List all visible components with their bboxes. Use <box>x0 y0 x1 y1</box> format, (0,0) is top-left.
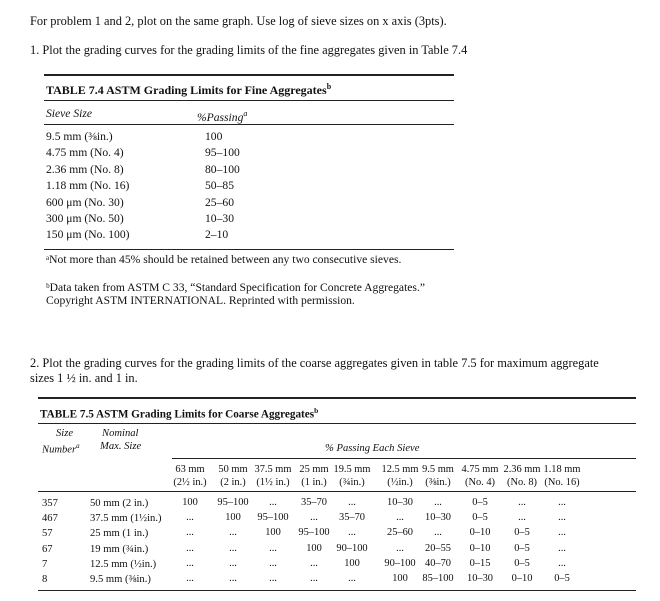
table-7-4-note-b: ᵇData taken from ASTM C 33, “Standard Specification for Concrete Aggregates.” Copyright ASTM INTERNATIONAL. Reprinted with permission. <box>46 281 425 308</box>
table-7-5-value-cell: 90–100 <box>384 557 416 569</box>
table-7-5-value-cell: 0–5 <box>554 573 570 584</box>
table-7-5-value-cell: ... <box>558 527 566 539</box>
table-7-5-number-cell: 8 <box>42 574 48 585</box>
table-7-5-value-cell: ... <box>269 497 277 508</box>
table-7-5-value-cell: ... <box>269 573 277 584</box>
table-7-5-sieve-in: (1½ in.) <box>256 477 290 488</box>
table-7-5-value-cell: 100 <box>225 512 241 524</box>
table-7-5-value-cell: 85–100 <box>422 573 454 584</box>
table-7-4-sieve-cell: 2.36 mm (No. 8) <box>46 162 124 176</box>
table-7-5-value-cell: ... <box>558 497 566 508</box>
table-7-4-passing-cell: 10–30 <box>205 212 234 225</box>
table-7-5-header-rule <box>38 491 636 492</box>
table-7-5-sieve-mm: 12.5 mm <box>381 464 419 475</box>
table-7-5-value-cell: 100 <box>306 542 322 554</box>
table-7-5-value-cell: ... <box>186 557 194 569</box>
table-7-4-sieve-cell: 150 μm (No. 100) <box>46 228 130 242</box>
table-7-5-sieve-mm: 37.5 mm <box>254 464 292 475</box>
table-7-4-note-a: ᵃNot more than 45% should be retained between any two consecutive sieves. <box>46 253 402 266</box>
table-7-5-number-cell: 67 <box>42 543 53 555</box>
table-7-4-passing-cell: 80–100 <box>205 162 240 176</box>
table-7-5-value-cell: ... <box>558 542 566 554</box>
table-7-5-number-cell: 57 <box>42 528 53 540</box>
table-7-5-size-cell: 50 mm (2 in.) <box>90 498 149 509</box>
table-7-5-size-cell: 12.5 mm (½in.) <box>90 558 157 570</box>
table-7-5-sieve-mm: 50 mm <box>218 464 248 475</box>
table-7-5-size-cell: 9.5 mm (⅜in.) <box>90 574 151 585</box>
table-7-4-header-rule <box>44 124 454 125</box>
table-7-5-top-rule <box>38 397 636 399</box>
table-7-5-value-cell: 0–5 <box>514 542 530 554</box>
table-7-4-col-passing: %Passing$^a$ <box>197 109 248 124</box>
table-7-5-sieve-mm: 4.75 mm <box>461 464 499 475</box>
table-7-5-value-cell: 0–5 <box>514 557 530 569</box>
table-7-5-value-cell: 0–5 <box>472 497 488 508</box>
table-7-5-value-cell: 20–55 <box>425 542 451 554</box>
table-7-5-group-rule <box>172 458 636 459</box>
table-7-5-title: TABLE 7.5 ASTM Grading Limits for Coarse Aggregates$^b$ <box>40 406 319 421</box>
table-7-5-sieve-in: (2 in.) <box>220 477 246 488</box>
table-7-5-size-cell: 19 mm (¾in.) <box>90 543 149 555</box>
table-7-4-passing-cell: 100 <box>205 130 223 143</box>
table-7-5-sieve-mm: 63 mm <box>175 464 205 475</box>
table-7-5-value-cell: 95–100 <box>217 497 249 508</box>
table-7-4-rule <box>44 100 454 101</box>
table-7-5-value-cell: ... <box>229 542 237 554</box>
table-7-5-value-cell: ... <box>229 527 237 539</box>
table-7-5-value-cell: ... <box>310 557 318 569</box>
table-7-4-col-sieve: Sieve Size <box>46 107 93 120</box>
table-7-5-value-cell: ... <box>434 497 442 508</box>
table-7-5-col-size: Size <box>56 428 74 439</box>
table-7-5-value-cell: ... <box>310 512 318 524</box>
table-7-5-value-cell: 100 <box>182 497 198 508</box>
table-7-5-col-nominal: Nominal <box>102 428 139 439</box>
table-7-5-value-cell: 0–15 <box>469 557 491 569</box>
table-7-5-sieve-mm: 2.36 mm <box>503 464 541 475</box>
table-7-5-value-cell: 25–60 <box>387 527 413 539</box>
table-7-5-sieve-in: (No. 16) <box>544 477 580 488</box>
table-7-4-sieve-cell: 600 μm (No. 30) <box>46 195 124 209</box>
table-7-4-sieve-cell: 300 μm (No. 50) <box>46 212 124 225</box>
table-7-5-sieve-in: (¾in.) <box>339 477 365 488</box>
table-7-5-value-cell: ... <box>558 512 566 524</box>
table-7-5-value-cell: ... <box>186 512 194 524</box>
table-7-4-sieve-cell: 1.18 mm (No. 16) <box>46 179 130 193</box>
table-7-5-value-cell: ... <box>348 573 356 584</box>
table-7-5-value-cell: 0–5 <box>472 512 488 524</box>
table-7-5-value-cell: 100 <box>392 573 408 584</box>
table-7-5-value-cell: 100 <box>265 527 281 539</box>
table-7-5-bottom-rule <box>38 590 636 591</box>
table-7-5-value-cell: ... <box>396 512 404 524</box>
table-7-5-value-cell: ... <box>518 512 526 524</box>
table-7-4-passing-cell: 95–100 <box>205 146 240 160</box>
table-7-5-value-cell: ... <box>348 527 356 539</box>
table-7-5-value-cell: 90–100 <box>336 542 368 554</box>
table-7-5-value-cell: ... <box>186 542 194 554</box>
table-7-5-value-cell: 95–100 <box>257 512 289 524</box>
table-7-5-value-cell: ... <box>396 542 404 554</box>
table-7-4-passing-cell: 50–85 <box>205 179 234 193</box>
table-7-5-value-cell: ... <box>348 497 356 508</box>
table-7-5-col-max: Max. Size <box>100 441 142 452</box>
table-7-5-size-cell: 25 mm (1 in.) <box>90 528 149 540</box>
table-7-5-value-cell: ... <box>269 542 277 554</box>
table-7-5-number-cell: 467 <box>42 513 58 525</box>
table-7-4-sieve-cell: 9.5 mm (⅜in.) <box>46 130 113 143</box>
table-7-5-value-cell: ... <box>310 573 318 584</box>
table-7-5-number-cell: 357 <box>42 498 58 509</box>
problem-1-text: 1. Plot the grading curves for the grading limits of the fine aggregates given in Table 7.4 <box>30 43 468 57</box>
table-7-5-value-cell: ... <box>434 527 442 539</box>
table-7-5-sieve-in: (2½ in.) <box>173 477 207 488</box>
table-7-5-value-cell: ... <box>518 497 526 508</box>
table-7-5-value-cell: 0–10 <box>469 527 491 539</box>
problem-2-text-line2: sizes 1 ½ in. and 1 in. <box>30 371 138 385</box>
table-7-5-value-cell: ... <box>269 557 277 569</box>
table-7-5-value-cell: 35–70 <box>301 497 327 508</box>
table-7-5-value-cell: 0–10 <box>511 573 533 584</box>
table-7-5-value-cell: 0–10 <box>469 542 491 554</box>
table-7-5-col-number: Number$^a$ <box>42 442 80 456</box>
problem-intro: For problem 1 and 2, plot on the same graph. Use log of sieve sizes on x axis (3pts). <box>30 14 447 28</box>
table-7-5-sieve-in: (½in.) <box>387 477 413 488</box>
table-7-4-passing-cell: 25–60 <box>205 195 234 209</box>
table-7-5-sieve-in: (No. 8) <box>506 477 537 488</box>
table-7-4-passing-cell: 2–10 <box>205 228 229 242</box>
table-7-5-value-cell: ... <box>558 557 566 569</box>
table-7-5-sieve-mm: 9.5 mm <box>422 464 454 475</box>
table-7-5-sieve-mm: 25 mm <box>299 464 329 475</box>
table-7-5-rule <box>38 423 636 424</box>
table-7-5-value-cell: 10–30 <box>387 497 413 508</box>
table-7-5-value-cell: 10–30 <box>425 512 451 524</box>
table-7-5-sieve-in: (⅜in.) <box>425 477 451 488</box>
table-7-5-number-cell: 7 <box>42 558 48 570</box>
table-7-5-value-cell: 10–30 <box>467 573 493 584</box>
table-7-5-group-header: % Passing Each Sieve <box>325 443 420 454</box>
table-7-4-bottom-rule <box>44 249 454 250</box>
problem-2-text-line1: 2. Plot the grading curves for the grading limits of the coarse aggregates given in table 7.5 for maximum aggregate <box>30 356 599 370</box>
table-7-4-sieve-cell: 4.75 mm (No. 4) <box>46 146 124 160</box>
table-7-5-value-cell: ... <box>229 573 237 584</box>
table-7-5-value-cell: 95–100 <box>298 527 330 539</box>
table-7-5-sieve-in: (1 in.) <box>301 477 327 488</box>
table-7-5-value-cell: 40–70 <box>425 557 451 569</box>
table-7-4-top-rule <box>44 74 454 76</box>
table-7-5-value-cell: 35–70 <box>339 512 365 524</box>
table-7-5-value-cell: ... <box>186 527 194 539</box>
table-7-5-value-cell: 0–5 <box>514 527 530 539</box>
table-7-5-sieve-mm: 19.5 mm <box>333 464 371 475</box>
table-7-5-value-cell: ... <box>186 573 194 584</box>
table-7-5-sieve-in: (No. 4) <box>464 477 495 488</box>
table-7-5-sieve-mm: 1.18 mm <box>543 464 581 475</box>
table-7-5-value-cell: ... <box>229 557 237 569</box>
table-7-5-size-cell: 37.5 mm (1½in.) <box>90 513 162 525</box>
table-7-5-value-cell: 100 <box>344 557 360 569</box>
table-7-4-title: TABLE 7.4 ASTM Grading Limits for Fine Aggregates$^b$ <box>46 82 332 97</box>
